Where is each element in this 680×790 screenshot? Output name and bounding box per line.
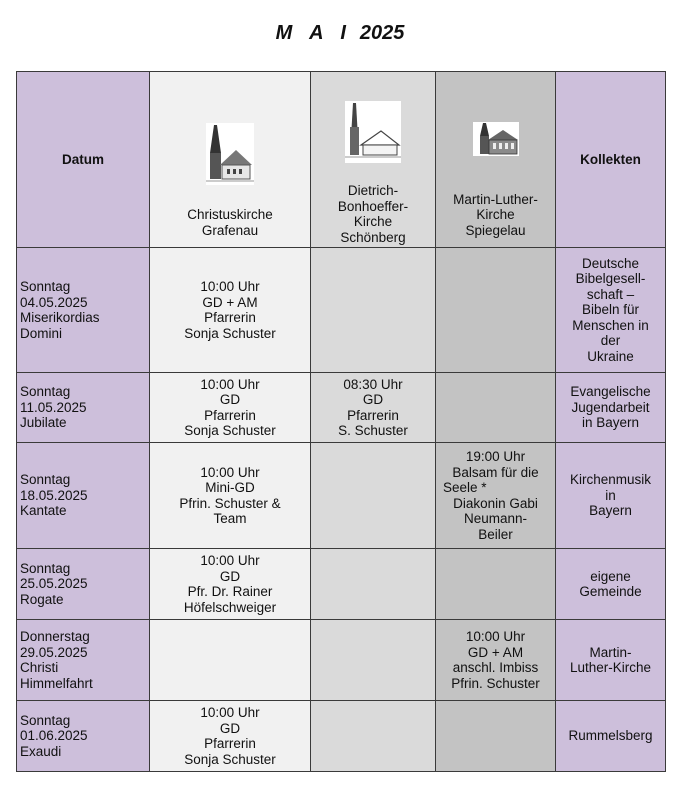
title-month: M A I xyxy=(275,22,352,44)
table-row xyxy=(17,443,666,549)
service-martin-luther-kirche: 10:00 Uhr GD + AM anschl. Imbiss Pfrin. Schuster xyxy=(436,620,556,701)
service-martin-luther-kirche: 19:00 Uhr Balsam für die Seele * Diakonin Gabi Neumann- Beiler xyxy=(436,443,556,549)
church-icon xyxy=(206,123,254,185)
header-church-name: Dietrich- Bonhoeffer- Kirche Schönberg xyxy=(337,183,409,245)
kollekte-cell: Deutsche Bibelgesell- schaft – Bibeln für Menschen in der Ukraine xyxy=(556,248,666,373)
table-row xyxy=(17,549,666,620)
service-bonhoeffer-kirche xyxy=(311,549,436,620)
church-icon xyxy=(345,101,401,163)
service-christuskirche: 10:00 Uhr GD + AM Pfarrerin Sonja Schuster xyxy=(150,248,311,373)
header-church-name: Christuskirche Grafenau xyxy=(187,207,273,238)
table-row xyxy=(17,701,666,772)
date-cell: Donnerstag 29.05.2025 Christi Himmelfahrt xyxy=(17,620,150,701)
header-church-name: Martin-Luther- Kirche Spiegelau xyxy=(453,191,538,238)
kollekte-cell: Kirchenmusik in Bayern xyxy=(556,443,666,549)
date-cell: Sonntag 04.05.2025 Miserikordias Domini xyxy=(17,248,150,373)
service-martin-luther-kirche xyxy=(436,373,556,443)
table-row xyxy=(17,248,666,373)
date-cell: Sonntag 11.05.2025 Jubilate xyxy=(17,373,150,443)
header-bonhoeffer-kirche xyxy=(311,72,436,248)
church-icon xyxy=(473,122,519,156)
service-bonhoeffer-kirche: 08:30 Uhr GD Pfarrerin S. Schuster xyxy=(311,373,436,443)
service-christuskirche: 10:00 Uhr GD Pfarrerin Sonja Schuster xyxy=(150,701,311,772)
table-row xyxy=(17,373,666,443)
service-bonhoeffer-kirche xyxy=(311,248,436,373)
service-bonhoeffer-kirche xyxy=(311,620,436,701)
kollekte-cell: Martin- Luther-Kirche xyxy=(556,620,666,701)
kollekte-cell: Evangelische Jugendarbeit in Bayern xyxy=(556,373,666,443)
header-christuskirche xyxy=(150,72,311,248)
service-martin-luther-kirche xyxy=(436,248,556,373)
service-christuskirche: 10:00 Uhr GD Pfr. Dr. Rainer Höfelschweiger xyxy=(150,549,311,620)
service-schedule-table xyxy=(16,71,666,772)
service-christuskirche xyxy=(150,620,311,701)
service-bonhoeffer-kirche xyxy=(311,701,436,772)
date-cell: Sonntag 25.05.2025 Rogate xyxy=(17,549,150,620)
service-bonhoeffer-kirche xyxy=(311,443,436,549)
date-cell: Sonntag 01.06.2025 Exaudi xyxy=(17,701,150,772)
service-martin-luther-kirche xyxy=(436,549,556,620)
service-christuskirche: 10:00 Uhr Mini-GD Pfrin. Schuster & Team xyxy=(150,443,311,549)
header-kollekten: Kollekten xyxy=(556,72,666,248)
service-christuskirche: 10:00 Uhr GD Pfarrerin Sonja Schuster xyxy=(150,373,311,443)
page-title xyxy=(0,22,680,45)
header-row xyxy=(17,72,666,248)
title-year: 2025 xyxy=(359,22,405,44)
table-row xyxy=(17,620,666,701)
header-datum: Datum xyxy=(17,72,150,248)
service-martin-luther-kirche xyxy=(436,701,556,772)
header-martin-luther-kirche xyxy=(436,72,556,248)
kollekte-cell: eigene Gemeinde xyxy=(556,549,666,620)
date-cell: Sonntag 18.05.2025 Kantate xyxy=(17,443,150,549)
kollekte-cell: Rummelsberg xyxy=(556,701,666,772)
